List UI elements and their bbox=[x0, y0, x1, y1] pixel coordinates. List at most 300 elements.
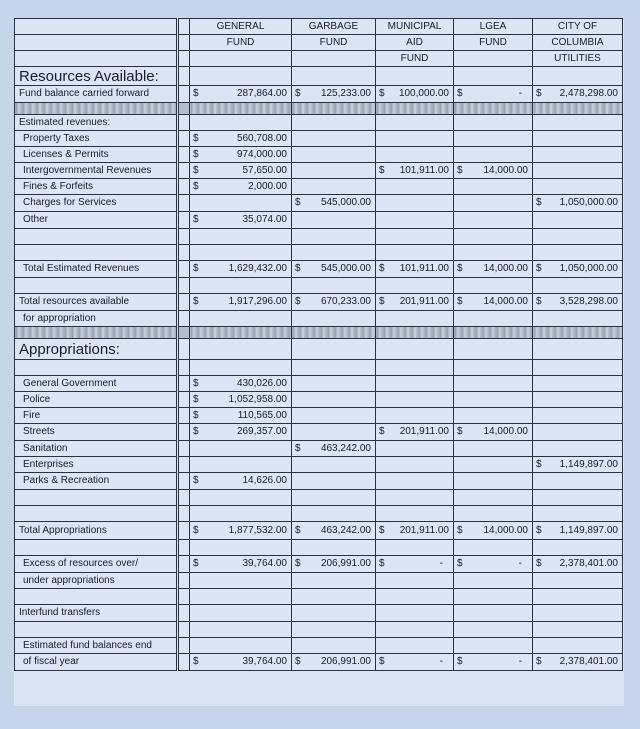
separator-cell bbox=[178, 229, 190, 245]
row-label bbox=[15, 490, 178, 506]
municipal-cell bbox=[376, 115, 454, 131]
separator-cell bbox=[178, 573, 190, 589]
row-label: Parks & Recreation bbox=[15, 473, 178, 490]
city-cell bbox=[533, 163, 623, 179]
general-cell bbox=[190, 339, 292, 360]
table-row bbox=[15, 147, 623, 163]
lgea-cell bbox=[454, 540, 533, 556]
amount-value: 57,650.00 bbox=[242, 164, 287, 176]
budget-table bbox=[14, 18, 623, 671]
city-amount bbox=[533, 294, 623, 311]
garbage-cell bbox=[292, 179, 376, 195]
city-header-cell: COLUMBIA bbox=[533, 35, 623, 51]
municipal-cell bbox=[376, 638, 454, 654]
separator-cell bbox=[178, 115, 190, 131]
row-label bbox=[15, 245, 178, 261]
row-label: Fire bbox=[15, 408, 178, 424]
general-amount bbox=[190, 131, 292, 147]
city-cell bbox=[533, 573, 623, 589]
garbage-cell bbox=[292, 392, 376, 408]
amount-value: 101,911.00 bbox=[399, 164, 449, 176]
header-row bbox=[15, 51, 623, 67]
separator-cell bbox=[178, 522, 190, 540]
lgea-cell bbox=[454, 67, 533, 86]
garbage-amount bbox=[292, 654, 376, 671]
table-row bbox=[15, 86, 623, 103]
lgea-cell bbox=[454, 638, 533, 654]
municipal-cell bbox=[376, 376, 454, 392]
separator-cell bbox=[178, 278, 190, 294]
municipal-amount bbox=[376, 163, 454, 179]
separator-cell bbox=[178, 179, 190, 195]
currency-symbol: $ bbox=[193, 377, 199, 389]
general-cell bbox=[190, 506, 292, 522]
amount-value: 39,764.00 bbox=[242, 656, 287, 667]
lgea-cell bbox=[454, 392, 533, 408]
garbage-amount bbox=[292, 294, 376, 311]
row-label: Estimated revenues: bbox=[15, 115, 178, 131]
section-heading: Appropriations: bbox=[15, 339, 178, 360]
separator-cell bbox=[178, 339, 190, 360]
municipal-cell bbox=[376, 622, 454, 638]
separator-cell bbox=[178, 19, 190, 35]
city-header-cell: CITY OF bbox=[533, 19, 623, 35]
general-amount bbox=[190, 556, 292, 573]
row-label: Enterprises bbox=[15, 457, 178, 473]
separator-cell bbox=[178, 147, 190, 163]
currency-symbol: $ bbox=[457, 426, 463, 437]
amount-value: - bbox=[439, 558, 443, 569]
row-label bbox=[15, 540, 178, 556]
garbage-amount bbox=[292, 195, 376, 212]
city-cell bbox=[533, 408, 623, 424]
label-cell bbox=[15, 35, 178, 51]
general-amount bbox=[190, 179, 292, 195]
currency-symbol: $ bbox=[457, 164, 463, 176]
city-cell bbox=[533, 376, 623, 392]
amount-value: 14,000.00 bbox=[483, 296, 528, 307]
row-label: Charges for Services bbox=[15, 195, 178, 212]
garbage-cell bbox=[292, 589, 376, 605]
garbage-amount bbox=[292, 441, 376, 457]
general-amount bbox=[190, 392, 292, 408]
table-row bbox=[15, 457, 623, 473]
municipal-cell bbox=[376, 457, 454, 473]
table-row bbox=[15, 473, 623, 490]
header-row bbox=[15, 35, 623, 51]
currency-symbol: $ bbox=[536, 197, 542, 208]
general-cell bbox=[190, 195, 292, 212]
amount-value: 463,242.00 bbox=[320, 524, 371, 536]
general-amount bbox=[190, 376, 292, 392]
lgea-cell bbox=[454, 441, 533, 457]
lgea-cell bbox=[454, 103, 533, 115]
separator-cell bbox=[178, 654, 190, 671]
general-amount bbox=[190, 147, 292, 163]
shaded-divider-row bbox=[15, 327, 623, 339]
separator-cell bbox=[178, 245, 190, 261]
city-cell bbox=[533, 392, 623, 408]
lgea-cell bbox=[454, 622, 533, 638]
lgea-cell bbox=[454, 339, 533, 360]
table-row bbox=[15, 131, 623, 147]
municipal-cell bbox=[376, 278, 454, 294]
amount-value: 1,629,432.00 bbox=[228, 263, 287, 274]
amount-value: - bbox=[439, 656, 443, 667]
municipal-cell bbox=[376, 327, 454, 339]
table-row bbox=[15, 163, 623, 179]
city-cell bbox=[533, 212, 623, 229]
row-label bbox=[15, 278, 178, 294]
amount-value: 206,991.00 bbox=[320, 656, 371, 667]
table-row bbox=[15, 212, 623, 229]
separator-cell bbox=[178, 540, 190, 556]
separator-cell bbox=[178, 392, 190, 408]
lgea-header-cell bbox=[454, 51, 533, 67]
table-row bbox=[15, 605, 623, 622]
amount-value: 545,000.00 bbox=[320, 263, 371, 274]
general-amount bbox=[190, 212, 292, 229]
currency-symbol: $ bbox=[193, 524, 199, 536]
table-row bbox=[15, 408, 623, 424]
separator-cell bbox=[178, 376, 190, 392]
separator-cell bbox=[178, 441, 190, 457]
amount-value: 463,242.00 bbox=[320, 442, 371, 454]
municipal-cell bbox=[376, 360, 454, 376]
city-cell bbox=[533, 131, 623, 147]
currency-symbol: $ bbox=[193, 296, 199, 307]
garbage-cell bbox=[292, 638, 376, 654]
amount-value: 14,000.00 bbox=[483, 164, 528, 176]
amount-value: 201,911.00 bbox=[399, 296, 449, 307]
currency-symbol: $ bbox=[536, 458, 542, 470]
lgea-cell bbox=[454, 457, 533, 473]
amount-value: 14,000.00 bbox=[483, 263, 528, 274]
city-amount bbox=[533, 556, 623, 573]
row-label: Licenses & Permits bbox=[15, 147, 178, 163]
general-cell bbox=[190, 278, 292, 294]
row-label bbox=[15, 589, 178, 605]
amount-value: 100,000.00 bbox=[398, 88, 449, 99]
lgea-header-cell: LGEA bbox=[454, 19, 533, 35]
municipal-cell bbox=[376, 229, 454, 245]
municipal-cell bbox=[376, 339, 454, 360]
municipal-cell bbox=[376, 605, 454, 622]
label-cell bbox=[15, 327, 178, 339]
garbage-cell bbox=[292, 376, 376, 392]
table-row bbox=[15, 115, 623, 131]
general-amount bbox=[190, 522, 292, 540]
city-cell bbox=[533, 506, 623, 522]
city-cell bbox=[533, 147, 623, 163]
currency-symbol: $ bbox=[295, 88, 301, 99]
shaded-divider-row bbox=[15, 103, 623, 115]
separator-cell bbox=[178, 131, 190, 147]
city-cell bbox=[533, 589, 623, 605]
amount-value: 430,026.00 bbox=[236, 377, 287, 389]
currency-symbol: $ bbox=[295, 263, 301, 274]
section-resources bbox=[15, 67, 623, 86]
lgea-cell bbox=[454, 327, 533, 339]
lgea-cell bbox=[454, 311, 533, 327]
currency-symbol: $ bbox=[193, 656, 199, 667]
separator-cell bbox=[178, 212, 190, 229]
lgea-amount bbox=[454, 556, 533, 573]
currency-symbol: $ bbox=[193, 180, 199, 192]
garbage-cell bbox=[292, 473, 376, 490]
city-cell bbox=[533, 67, 623, 86]
row-label bbox=[15, 622, 178, 638]
amount-value: 14,626.00 bbox=[242, 475, 287, 486]
general-cell bbox=[190, 103, 292, 115]
city-amount bbox=[533, 261, 623, 278]
table-row bbox=[15, 392, 623, 408]
general-cell bbox=[190, 327, 292, 339]
currency-symbol: $ bbox=[193, 409, 199, 421]
lgea-cell bbox=[454, 278, 533, 294]
city-cell bbox=[533, 179, 623, 195]
city-cell bbox=[533, 473, 623, 490]
currency-symbol: $ bbox=[295, 442, 301, 454]
currency-symbol: $ bbox=[295, 524, 301, 536]
table-row bbox=[15, 441, 623, 457]
general-amount bbox=[190, 86, 292, 103]
currency-symbol: $ bbox=[193, 214, 199, 225]
lgea-cell bbox=[454, 573, 533, 589]
garbage-amount bbox=[292, 261, 376, 278]
amount-value: 201,911.00 bbox=[399, 524, 449, 536]
row-label: under appropriations bbox=[15, 573, 178, 589]
general-amount bbox=[190, 473, 292, 490]
currency-symbol: $ bbox=[193, 263, 199, 274]
row-label: Intergovernmental Revenues bbox=[15, 163, 178, 179]
municipal-cell bbox=[376, 311, 454, 327]
city-cell bbox=[533, 278, 623, 294]
garbage-cell bbox=[292, 408, 376, 424]
amount-value: 2,378,401.00 bbox=[559, 558, 618, 569]
currency-symbol: $ bbox=[193, 475, 199, 486]
city-cell bbox=[533, 115, 623, 131]
amount-value: 1,050,000.00 bbox=[559, 263, 618, 274]
city-cell bbox=[533, 103, 623, 115]
label-cell bbox=[15, 103, 178, 115]
city-cell bbox=[533, 638, 623, 654]
general-amount bbox=[190, 408, 292, 424]
separator-cell bbox=[178, 261, 190, 278]
row-label: Other bbox=[15, 212, 178, 229]
municipal-amount bbox=[376, 424, 454, 441]
garbage-header-cell bbox=[292, 51, 376, 67]
garbage-cell bbox=[292, 506, 376, 522]
currency-symbol: $ bbox=[379, 164, 385, 176]
garbage-amount bbox=[292, 86, 376, 103]
garbage-cell bbox=[292, 131, 376, 147]
city-cell bbox=[533, 424, 623, 441]
currency-symbol: $ bbox=[379, 558, 385, 569]
lgea-cell bbox=[454, 506, 533, 522]
municipal-cell bbox=[376, 573, 454, 589]
separator-cell bbox=[178, 605, 190, 622]
separator-cell bbox=[178, 327, 190, 339]
lgea-amount bbox=[454, 654, 533, 671]
municipal-cell bbox=[376, 490, 454, 506]
city-cell bbox=[533, 245, 623, 261]
amount-value: 201,911.00 bbox=[399, 426, 449, 437]
blank-row bbox=[15, 622, 623, 638]
currency-symbol: $ bbox=[379, 296, 385, 307]
row-label: Fines & Forfeits bbox=[15, 179, 178, 195]
lgea-amount bbox=[454, 522, 533, 540]
city-amount bbox=[533, 654, 623, 671]
blank-row bbox=[15, 278, 623, 294]
table-row bbox=[15, 311, 623, 327]
currency-symbol: $ bbox=[193, 558, 199, 569]
blank-row bbox=[15, 245, 623, 261]
general-cell bbox=[190, 589, 292, 605]
municipal-cell bbox=[376, 131, 454, 147]
amount-value: 206,991.00 bbox=[320, 558, 371, 569]
general-header-cell bbox=[190, 51, 292, 67]
municipal-header-cell: AID bbox=[376, 35, 454, 51]
currency-symbol: $ bbox=[536, 656, 542, 667]
municipal-amount bbox=[376, 556, 454, 573]
amount-value: 1,877,532.00 bbox=[228, 524, 287, 536]
separator-cell bbox=[178, 457, 190, 473]
currency-symbol: $ bbox=[457, 88, 463, 99]
municipal-amount bbox=[376, 294, 454, 311]
lgea-cell bbox=[454, 408, 533, 424]
currency-symbol: $ bbox=[193, 426, 199, 437]
general-cell bbox=[190, 311, 292, 327]
general-cell bbox=[190, 573, 292, 589]
amount-value: - bbox=[518, 88, 522, 99]
row-label bbox=[15, 360, 178, 376]
city-cell bbox=[533, 229, 623, 245]
garbage-cell bbox=[292, 540, 376, 556]
city-cell bbox=[533, 622, 623, 638]
amount-value: 14,000.00 bbox=[483, 426, 528, 437]
lgea-cell bbox=[454, 605, 533, 622]
city-cell bbox=[533, 605, 623, 622]
general-cell bbox=[190, 67, 292, 86]
lgea-cell bbox=[454, 473, 533, 490]
blank-row bbox=[15, 540, 623, 556]
amount-value: 974,000.00 bbox=[236, 148, 287, 160]
garbage-cell bbox=[292, 147, 376, 163]
garbage-cell bbox=[292, 457, 376, 473]
city-cell bbox=[533, 490, 623, 506]
table-row bbox=[15, 261, 623, 278]
currency-symbol: $ bbox=[536, 88, 542, 99]
general-cell bbox=[190, 115, 292, 131]
currency-symbol: $ bbox=[379, 524, 385, 536]
municipal-amount bbox=[376, 86, 454, 103]
municipal-header-cell: FUND bbox=[376, 51, 454, 67]
separator-cell bbox=[178, 163, 190, 179]
table-row bbox=[15, 556, 623, 573]
separator-cell bbox=[178, 103, 190, 115]
row-label: Interfund transfers bbox=[15, 605, 178, 622]
lgea-amount bbox=[454, 163, 533, 179]
separator-cell bbox=[178, 473, 190, 490]
table-row bbox=[15, 376, 623, 392]
city-amount bbox=[533, 457, 623, 473]
lgea-amount bbox=[454, 294, 533, 311]
general-cell bbox=[190, 638, 292, 654]
municipal-cell bbox=[376, 506, 454, 522]
municipal-cell bbox=[376, 408, 454, 424]
currency-symbol: $ bbox=[193, 132, 199, 144]
row-label: Fund balance carried forward bbox=[15, 86, 178, 103]
row-label: Streets bbox=[15, 424, 178, 441]
blank-row bbox=[15, 589, 623, 605]
general-cell bbox=[190, 605, 292, 622]
amount-value: - bbox=[518, 656, 522, 667]
general-cell bbox=[190, 229, 292, 245]
amount-value: 3,528,298.00 bbox=[559, 296, 618, 307]
municipal-cell bbox=[376, 179, 454, 195]
currency-symbol: $ bbox=[295, 197, 301, 208]
lgea-cell bbox=[454, 195, 533, 212]
separator-cell bbox=[178, 294, 190, 311]
blank-row bbox=[15, 229, 623, 245]
garbage-amount bbox=[292, 522, 376, 540]
row-label bbox=[15, 506, 178, 522]
municipal-cell bbox=[376, 245, 454, 261]
city-amount bbox=[533, 86, 623, 103]
lgea-cell bbox=[454, 131, 533, 147]
blank-row bbox=[15, 506, 623, 522]
municipal-header-cell: MUNICIPAL bbox=[376, 19, 454, 35]
garbage-cell bbox=[292, 327, 376, 339]
separator-cell bbox=[178, 51, 190, 67]
municipal-cell bbox=[376, 195, 454, 212]
city-header-cell: UTILITIES bbox=[533, 51, 623, 67]
amount-value: 1,917,296.00 bbox=[228, 296, 287, 307]
municipal-cell bbox=[376, 589, 454, 605]
separator-cell bbox=[178, 622, 190, 638]
currency-symbol: $ bbox=[193, 88, 199, 99]
lgea-cell bbox=[454, 229, 533, 245]
currency-symbol: $ bbox=[193, 393, 199, 405]
city-cell bbox=[533, 311, 623, 327]
table-row bbox=[15, 522, 623, 540]
garbage-cell bbox=[292, 212, 376, 229]
amount-value: 2,000.00 bbox=[248, 180, 287, 192]
separator-cell bbox=[178, 67, 190, 86]
lgea-cell bbox=[454, 360, 533, 376]
garbage-cell bbox=[292, 278, 376, 294]
separator-cell bbox=[178, 195, 190, 212]
garbage-cell bbox=[292, 605, 376, 622]
municipal-cell bbox=[376, 392, 454, 408]
general-amount bbox=[190, 163, 292, 179]
currency-symbol: $ bbox=[295, 558, 301, 569]
currency-symbol: $ bbox=[295, 296, 301, 307]
city-amount bbox=[533, 195, 623, 212]
general-header-cell: FUND bbox=[190, 35, 292, 51]
city-cell bbox=[533, 360, 623, 376]
lgea-cell bbox=[454, 376, 533, 392]
lgea-amount bbox=[454, 261, 533, 278]
garbage-cell bbox=[292, 115, 376, 131]
table-row bbox=[15, 294, 623, 311]
separator-cell bbox=[178, 408, 190, 424]
lgea-header-cell: FUND bbox=[454, 35, 533, 51]
separator-cell bbox=[178, 638, 190, 654]
garbage-cell bbox=[292, 622, 376, 638]
separator-cell bbox=[178, 490, 190, 506]
